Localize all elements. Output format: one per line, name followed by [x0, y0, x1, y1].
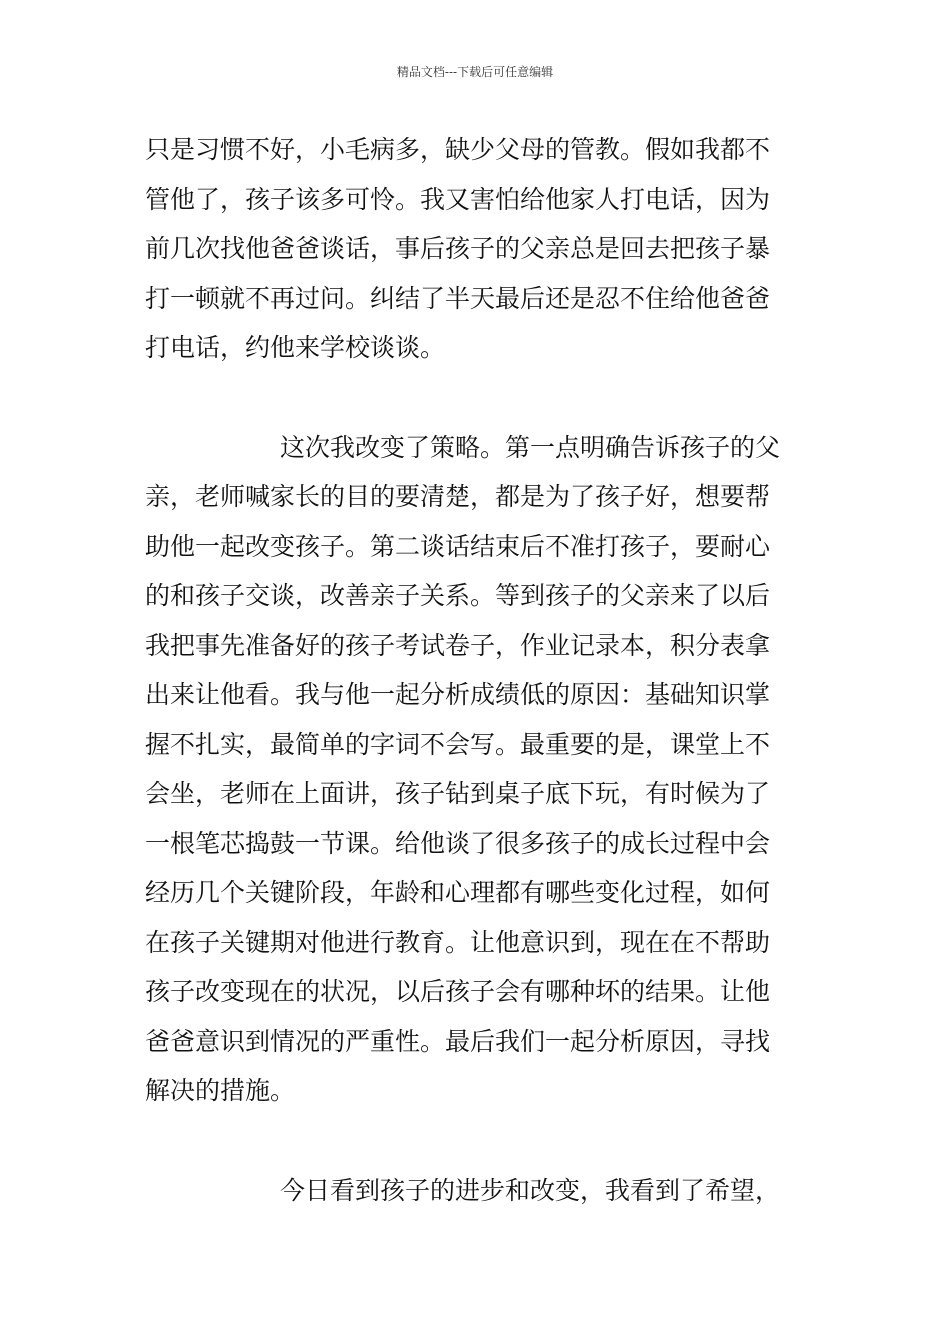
- text-line: 打电话，约他来学校谈谈。: [145, 333, 446, 362]
- text-line: 一根笔芯捣鼓一节课。给他谈了很多孩子的成长过程中会: [145, 828, 771, 858]
- text-line: 只是习惯不好，小毛病多，缺少父母的管教。假如我都不: [145, 135, 771, 164]
- text-line: 孩子改变现在的状况，以后孩子会有哪种坏的结果。让他: [145, 977, 771, 1006]
- text-line: 会坐，老师在上面讲，孩子钻到桌子底下玩，有时候为了: [145, 779, 771, 808]
- document-body: [145, 125, 809, 1215]
- text-line: 爸爸意识到情况的严重性。最后我们一起分析原因，寻找: [145, 1026, 771, 1056]
- text-line: 管他了，孩子该多可怜。我又害怕给他家人打电话，因为: [145, 184, 771, 214]
- text-line: 今日看到孩子的进步和改变，我看到了希望，: [280, 1175, 781, 1205]
- page-header: 精品文档---下载后可任意编辑: [396, 65, 554, 79]
- text-line: 出来让他看。我与他一起分析成绩低的原因：基础知识掌: [145, 680, 771, 709]
- text-line: 前几次找他爸爸谈话，事后孩子的父亲总是回去把孩子暴: [145, 234, 771, 263]
- text-line: 这次我改变了策略。第一点明确告诉孩子的父: [280, 432, 781, 462]
- text-line: 在孩子关键期对他进行教育。让他意识到，现在在不帮助: [145, 927, 771, 957]
- text-line: 助他一起改变孩子。第二谈话结束后不准打孩子，要耐心: [145, 531, 771, 561]
- text-line: 握不扎实，最简单的字词不会写。最重要的是，课堂上不: [145, 729, 771, 759]
- text-line: 经历几个关键阶段，年龄和心理都有哪些变化过程，如何: [145, 878, 771, 907]
- paragraph-3: [145, 1166, 809, 1216]
- paragraph-2: [145, 423, 809, 1116]
- paragraph-1: [145, 125, 809, 373]
- text-line: 亲，老师喊家长的目的要清楚，都是为了孩子好，想要帮: [145, 482, 771, 511]
- paragraph-gap: [145, 373, 809, 423]
- text-line: 的和孩子交谈，改善亲子关系。等到孩子的父亲来了以后: [145, 581, 771, 610]
- text-line: 打一顿就不再过问。纠结了半天最后还是忍不住给他爸爸: [145, 283, 771, 313]
- text-line: 解决的措施。: [145, 1076, 296, 1105]
- paragraph-gap: [145, 1116, 809, 1166]
- text-line: 我把事先准备好的孩子考试卷子，作业记录本，积分表拿: [145, 630, 771, 660]
